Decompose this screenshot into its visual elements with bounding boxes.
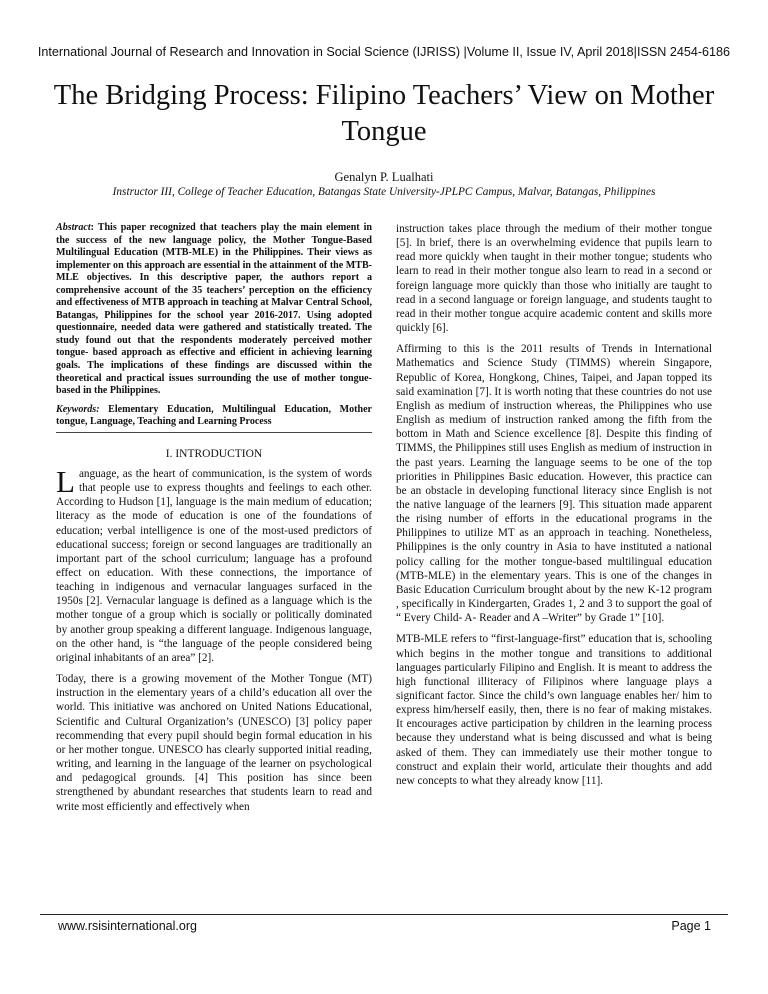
- intro-paragraph-1-text: anguage, as the heart of communication, is the system of words that people use to express thoughts and feelings to each other. According to Hudson [1], language is the main medium of education; literacy as the mode of education is one of the foundations of education; verbal intelligence is one of the most-used predictors of educational success; foreign or second languages are traditionally an important part of the school curriculum; language has a profound effect on education. With these connections, the importance of teaching in indigenous and vernacular languages surfaced in the 1950s [2]. Vernacular language is defined as a language which is the mother tongue of a group which is socially or politically dominated by another group speaking a different language. Indigenous language, on the other hand, is “the language of the people considered being original inhabitants of an area” [2].: [56, 467, 372, 664]
- intro-paragraph-5: MTB-MLE refers to “first-language-first” education that is, schooling which begins in the mother tongue and transitions to additional languages particularly Filipino and English. It is meant to address the high functional illiteracy of Filipinos where language plays a significant factor. Since the child’s own language enables her/ him to express him/herself easily, then, there is no fear of making mistakes. It encourages active participation by children in the learning process because they understand what is being discussed and what is being asked of them. They can immediately use their mother tongue to construct and explain their world, articulate their thoughts and add new concepts to what they already know [11].: [396, 633, 712, 787]
- intro-paragraph-2: Today, there is a growing movement of the Mother Tongue (MT) instruction in the elementary years of a child’s education all over the world. This initiative was anchored on United Nations Educational, Scientific and Cultural Organization’s (UNESCO) [3] policy paper recommending that every pupil should begin formal education in his or her mother tongue. UNESCO has clearly supported initial reading, writing, and learning in the language of the learner on psychological and pedagogical grounds. [4] This position has since been strengthened by abundant researches that students learn to read and write most efficiently and effectively when: [56, 673, 372, 813]
- intro-paragraph-3: instruction takes place through the medium of their mother tongue [5]. In brief, there is an overwhelming evidence that pupils learn to read more quickly when taught in their mother tongue; students who learn to read in their mother tongue also learn to read in a second or foreign language more quickly than those who initially are taught to read in a second language or foreign language, and students taught to read in their mother tongue acquire academic content and skills more quickly [6].: [396, 223, 712, 335]
- drop-cap: L: [56, 463, 75, 499]
- intro-paragraph-1: [56, 463, 372, 665]
- intro-paragraph-4: Affirming to this is the 2011 results of Trends in International Mathematics and Science Study (TIMMS) wherein Singapore, Republic of Korea, Hongkong, Chines, Taipei, and Japan topped its said examination [7]. It is worth noting that these countries do not use English as medium of instruction whereas, the Philippines who use English as medium of instruction ranked among the fifth from the bottom in Math and Science excellence [8]. Despite this finding of TIMMS, the Philippines still uses English as medium of instruction in the past years. Learning the language seems to be one of the top priorities in Philippines Basic education. However, this practice can be an obstacle in developing functional literacy since English is not the native language of the learners [9]. This situation made apparent the rising number of efforts in the educational programs in the Philippines to utilize MT as an approach in teaching. Nonetheless, Philippines is the only country in Asia to have instituted a national policy calling for the mother tongue-based multilingual education (MTB-MLE) in the elementary years. This is one of the changes in Basic Education Curriculum brought about by the new K-12 program , specifically in Kindergarten, Grades 1, 2 and 3 to support the goal of “ Every Child- A- Reader and A –Writer” by Grade 1” [10].: [396, 343, 712, 625]
- footer-divider: [40, 914, 728, 915]
- section-heading-introduction: I. INTRODUCTION: [165, 447, 263, 460]
- abstract-divider: [56, 432, 372, 433]
- keywords-text: Elementary Education, Multilingual Education, Mother tongue, Language, Teaching and Learning Process: [56, 403, 372, 428]
- left-column: [56, 222, 372, 821]
- footer-page-number: Page 1: [671, 919, 711, 933]
- keywords-label: Keywords:: [56, 403, 100, 415]
- journal-header: International Journal of Research and Innovation in Social Science (IJRISS) |Volume II, Issue IV, April 2018|ISSN 2454-6186: [37, 45, 731, 59]
- abstract-label: Abstract: [56, 222, 91, 233]
- footer-website: www.rsisinternational.org: [58, 919, 197, 933]
- abstract-text: : This paper recognized that teachers play the main element in the success of the new language policy, the Mother Tongue-Based Multilingual Education (MTB-MLE) in the Philippines. Their views as implementer on this approach are essential in the attainment of the MTB-MLE objectives. In this descriptive paper, the authors report a comprehensive account of the 35 teachers’ perception on the efficiency and effectiveness of MTB approach in teaching at Malvar Central School, Batangas, Philippines for the school year 2016-2017. Using adopted questionnaire, needed data were gathered and statistically treated. The study found out that the respondents moderately perceived mother tongue- based approach as effective and efficient in achieving learning goals. The implications of these findings are discussed within the theoretical and practical issues surrounding the use of mother tongue-based in the Philippines.: [56, 222, 372, 397]
- author-affiliation: Instructor III, College of Teacher Education, Batangas State University-JPLPC Campus, Malvar, Batangas, Philippines: [112, 186, 656, 198]
- keywords: [56, 404, 372, 429]
- author-name: Genalyn P. Lualhati: [334, 170, 434, 184]
- paper-title: The Bridging Process: Filipino Teachers’ View on Mother Tongue: [53, 80, 715, 147]
- right-column: [396, 222, 712, 795]
- abstract: [56, 222, 372, 398]
